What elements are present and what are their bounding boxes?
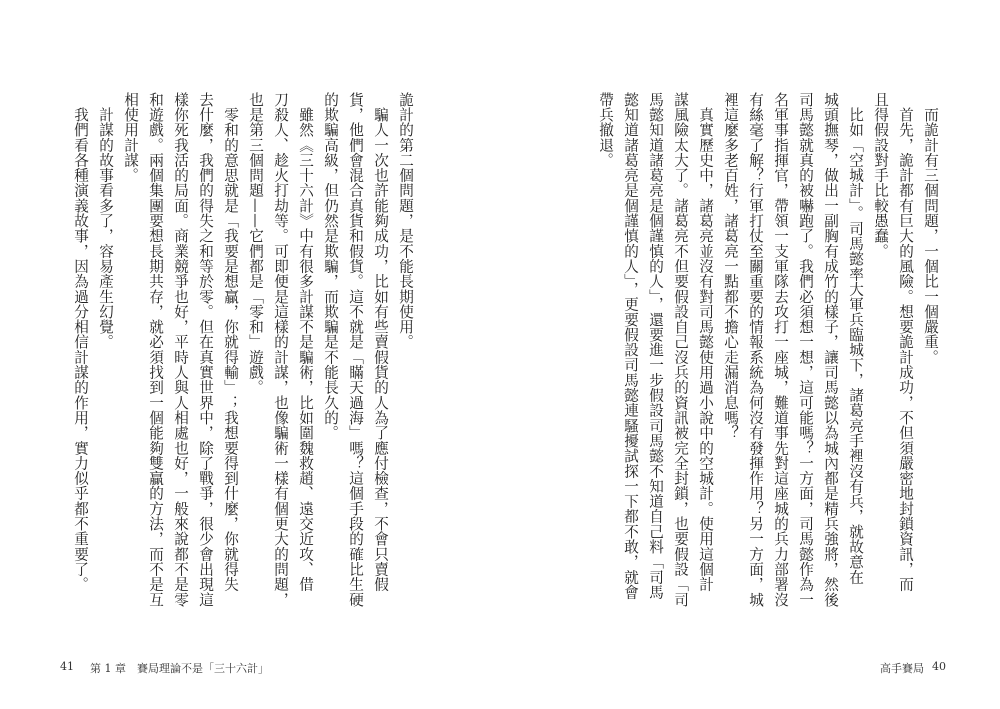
- text-column: 我們看各種演義故事，因為過分相信計謀的作用，實力似乎都不重要了。: [72, 92, 89, 592]
- running-header-chapter: 第 1 章 賽局理論不是「三十六計」: [90, 662, 269, 675]
- text-column: 名軍事指揮官，帶領一支軍隊去攻打一座城，難道事先對這座城的兵力部署沒: [772, 92, 789, 608]
- text-column: 樣你死我活的局面。商業競爭也好，平時人與人相處也好，一般來說都不是零: [172, 92, 189, 608]
- text-column: 司馬懿就真的被嚇跑了。我們必須想一想，這可能嗎？一方面，司馬懿作為一: [797, 92, 814, 608]
- text-column: 騙人一次也許能夠成功，比如有些賣假貨的人為了應付檢查，不會只賣假: [372, 92, 389, 592]
- text-column: 去什麼，我們的得失之和等於零。但在真實世界中，除了戰爭，很少會出現這: [197, 92, 214, 608]
- text-column: 的欺騙高級，但仍然是欺騙，而欺騙是不能長久的。: [322, 92, 339, 441]
- right-page: [500, 0, 1000, 709]
- text-column: 刀殺人、趁火打劫等。可即便是這樣的計謀，也像騙術一樣有個更大的問題，: [272, 92, 289, 608]
- text-column: 首先，詭計都有巨大的風險。想要詭計成功，不但須嚴密地封鎖資訊，而: [897, 92, 914, 592]
- text-column: 相使用計謀。: [122, 92, 139, 183]
- page-number: 41: [60, 660, 74, 673]
- text-column: 謀風險太大了。諸葛亮不但要假設自己沒兵的資訊被完全封鎖，也要假設「司: [672, 92, 689, 608]
- text-column: 而詭計有三個問題，一個比一個嚴重。: [922, 92, 939, 365]
- text-column: 比如「空城計」。司馬懿率大軍兵臨城下，諸葛亮手裡沒有兵，就故意在: [847, 92, 864, 585]
- text-column: 雖然《三十六計》中有很多計謀不是騙術，比如圍魏救趙、遠交近攻、借: [297, 92, 314, 592]
- text-column: 有絲毫了解？行軍打仗至關重要的情報系統為何沒有發揮作用？另一方面，城: [747, 92, 764, 608]
- text-column: 也是第三個問題——它們都是「零和」遊戲。: [247, 92, 264, 395]
- text-column: 城頭撫琴，做出一副胸有成竹的樣子，讓司馬懿以為城內都是精兵強將，然後: [822, 92, 839, 608]
- text-column: 且得假設對手比較愚蠢。: [872, 92, 889, 259]
- text-column: 真實歷史中，諸葛亮並沒有對司馬懿使用過小說中的空城計。使用這個計: [697, 92, 714, 592]
- text-column: 詭計的第二個問題，是不能長期使用。: [397, 92, 414, 350]
- text-column: 貨，他們會混合真貨和假貨。這不就是「瞞天過海」嗎？這個手段的確比生硬: [347, 92, 364, 608]
- text-column: 計謀的故事看多了，容易產生幻覺。: [97, 92, 114, 350]
- running-header-title: 高手賽局: [880, 662, 924, 675]
- text-column: 懿知道諸葛亮是個謹慎的人」，更要假設司馬懿連騷擾試探一下都不敢，就會: [622, 92, 639, 600]
- text-column: 和遊戲。兩個集團要想長期共存，就必須找到一個能夠雙贏的方法，而不是互: [147, 92, 164, 608]
- page-number: 40: [932, 660, 946, 673]
- text-column: 馬懿知道諸葛亮是個謹慎的人」，還要進一步假設司馬懿不知道自己料「司馬: [647, 92, 664, 600]
- text-column: 裡這麼多老百姓，諸葛亮一點都不擔心走漏消息嗎？: [722, 92, 739, 441]
- text-column: 帶兵撤退。: [597, 92, 614, 168]
- text-column: 零和的意思就是「我要是想贏，你就得輸」；我想要得到什麼，你就得失: [222, 92, 239, 592]
